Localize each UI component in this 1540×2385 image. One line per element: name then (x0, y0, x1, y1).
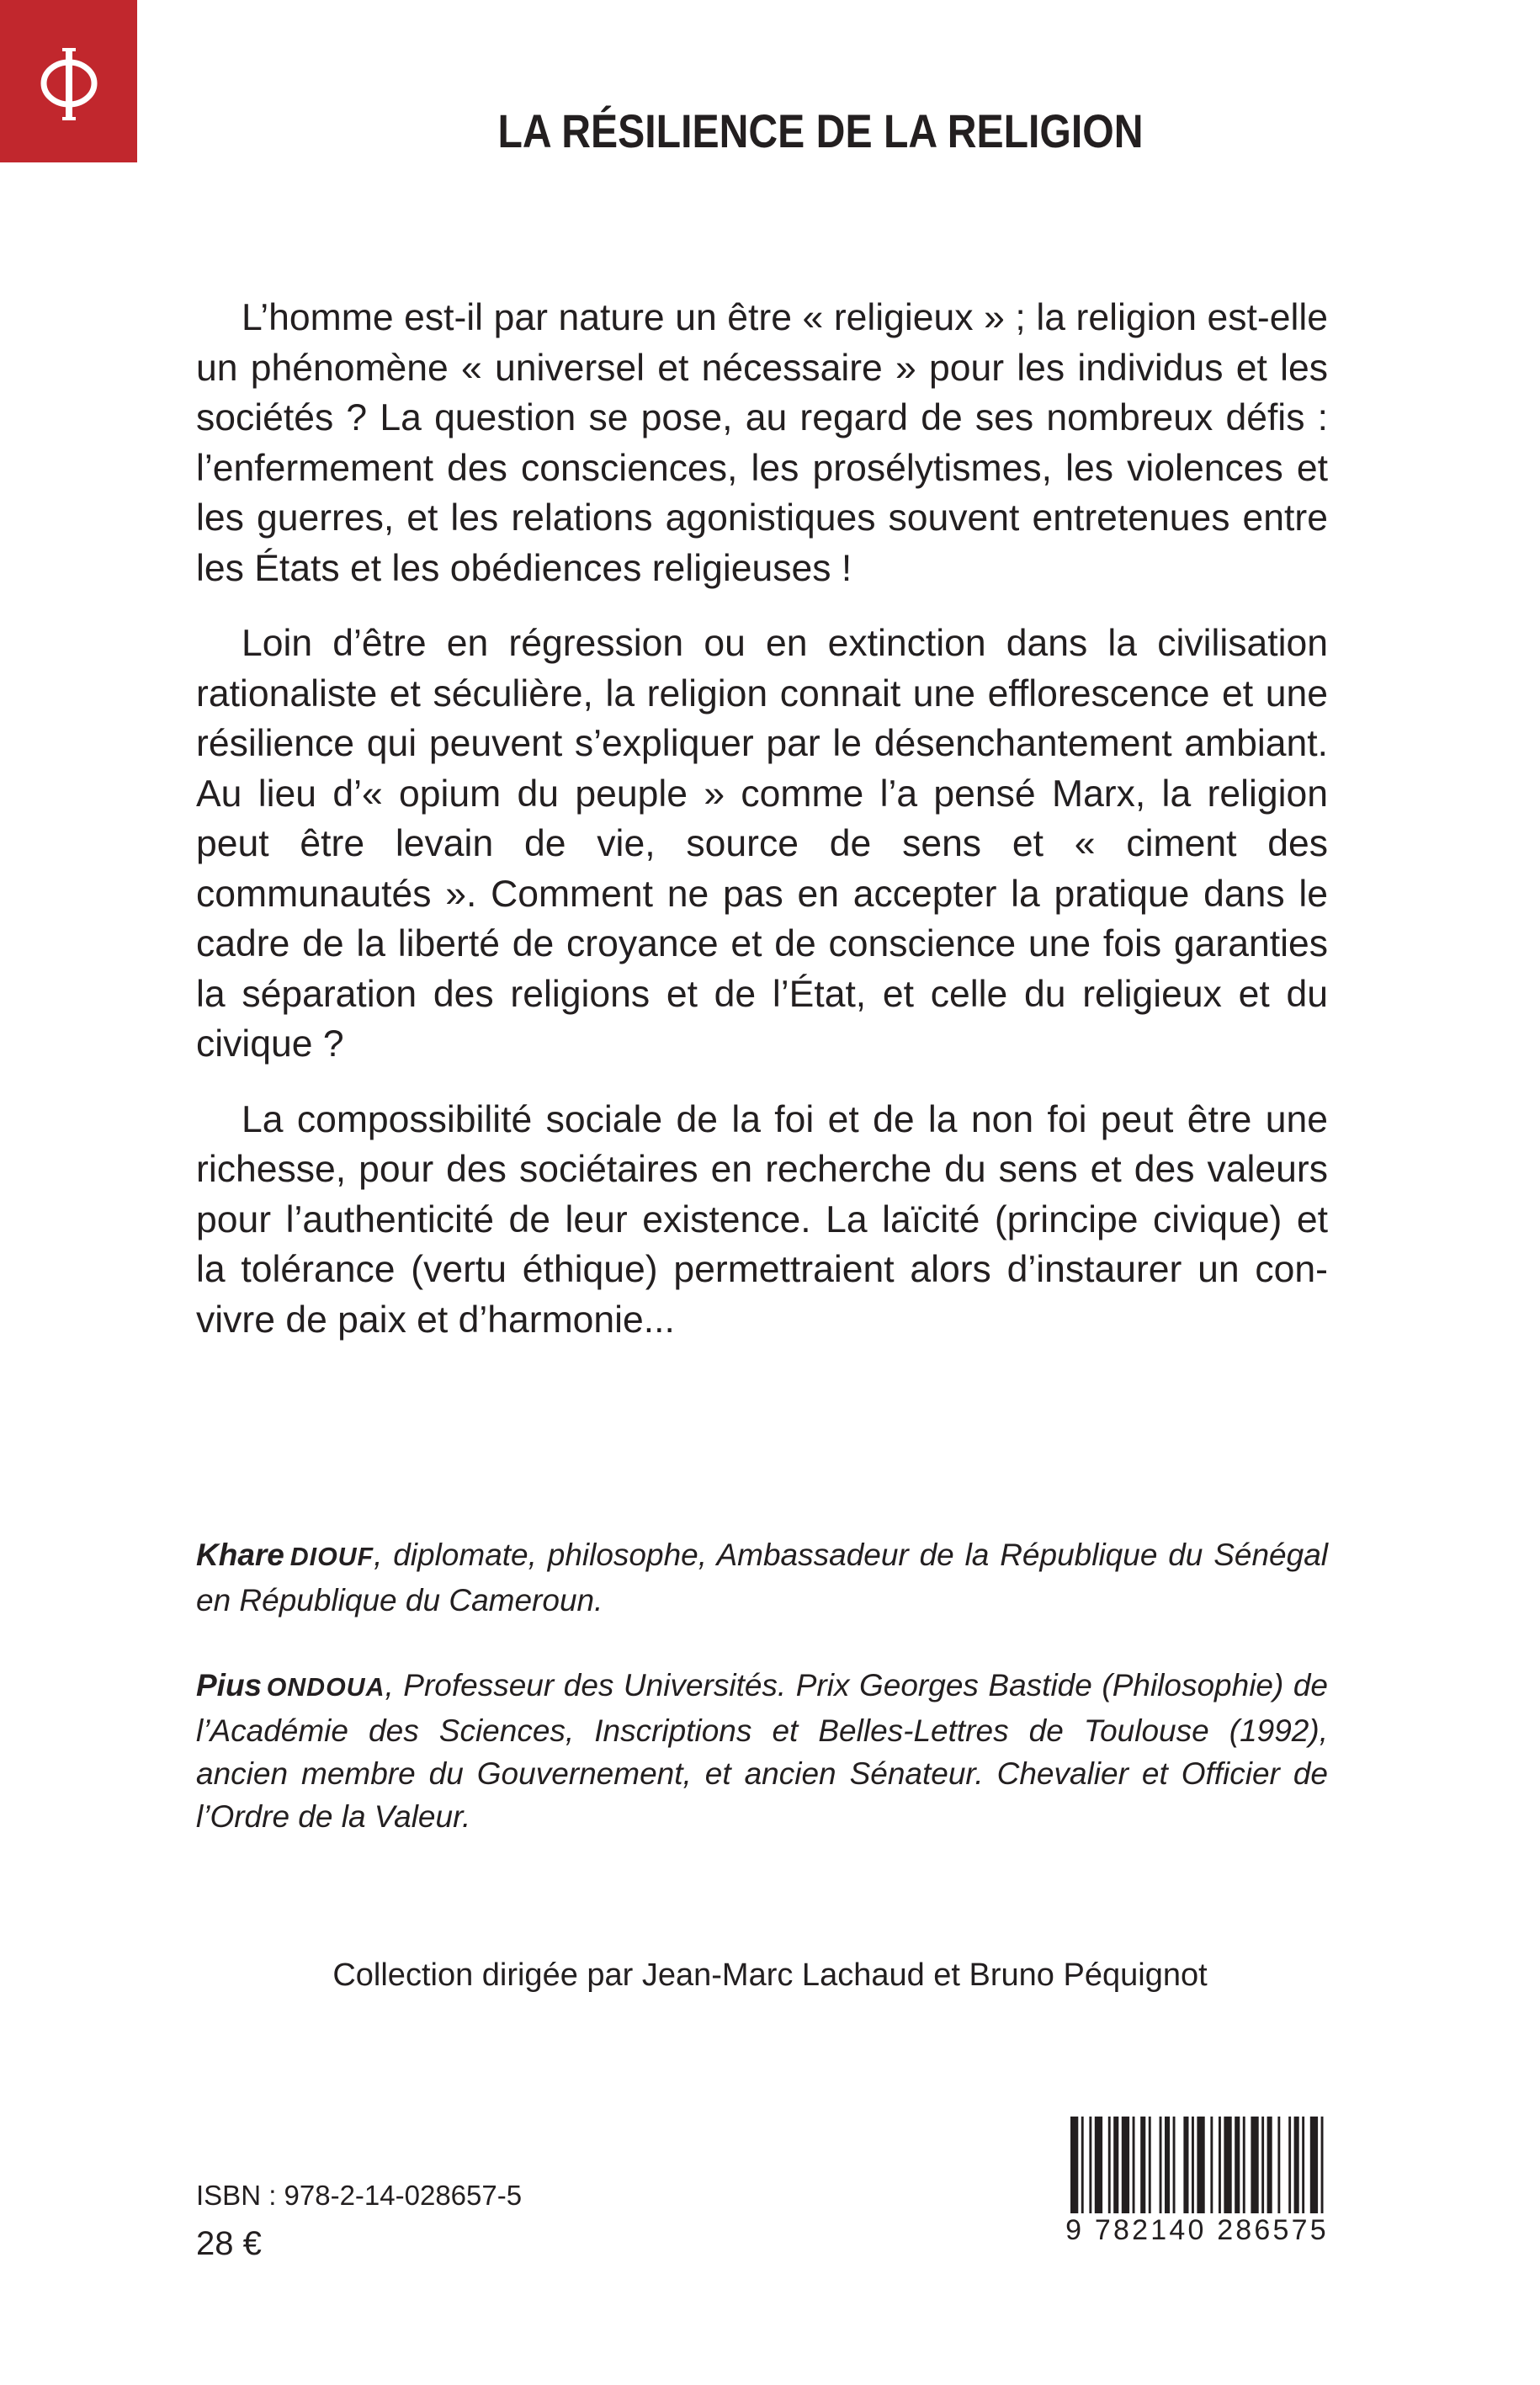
author-bio-2 (196, 1664, 1328, 1838)
barcode-bar (1108, 2117, 1111, 2213)
barcode-bar (1160, 2117, 1162, 2213)
barcode-digits: 9 782140 286575 (1060, 2216, 1334, 2244)
blurb-paragraph-1: L’homme est-il par nature un être « religieux » ; la religion est-elle un phénomène « universel et nécessaire » pour les individus et les sociétés ? La question se pose, au regard de ses nombreux défis : l’enfermement des consciences, les prosélytismes, les violences et les guerres, et les relations agonistiques souvent entretenues entre les États et les obédiences religieuses ! (196, 297, 1328, 589)
collection-credit: Collection dirigée par Jean-Marc Lachaud et Bruno Péquignot (332, 1957, 1208, 1993)
barcode-bar (1251, 2117, 1258, 2213)
isbn: ISBN : 978-2-14-028657-5 (196, 2180, 523, 2211)
barcode-bar (1294, 2117, 1299, 2213)
barcode-bar (1224, 2117, 1231, 2213)
author-bio-1 (196, 1533, 1328, 1622)
barcode-bar (1113, 2117, 1118, 2213)
barcode-bar (1089, 2117, 1091, 2213)
barcode-bar (1243, 2117, 1245, 2213)
barcode-bar (1210, 2117, 1213, 2213)
barcode-bar (1235, 2117, 1240, 2213)
barcode-bar (1149, 2117, 1151, 2213)
barcode-bar (1140, 2117, 1145, 2213)
barcode-bar (1267, 2117, 1272, 2213)
barcode-bar (1173, 2117, 1176, 2213)
author-bio-text: , diplomate, philosophe, Ambassadeur de la République du Sénégal en République du Cameroun. (196, 1538, 1329, 1617)
barcode-bar (1197, 2117, 1204, 2213)
author-last-name: ONDOUA (266, 1674, 385, 1702)
author-last-name: DIOUF (289, 1543, 374, 1571)
blurb-paragraph-3: La compossibilité sociale de la foi et de la non foi peut être une richesse, pour des sociétaires en recherche du sens et des valeurs pour l’authenticité de leur existence. La laïcité (principe civique) et la tolérance (vertu éthique) permettraient alors d’instaurer un con-vivre de paix et d’harmonie... (196, 1098, 1328, 1341)
barcode-bar (1302, 2117, 1304, 2213)
barcode-bar (1277, 2117, 1280, 2213)
barcode-bar (1321, 2117, 1324, 2213)
book-title: LA RÉSILIENCE DE LA RELIGION (497, 104, 1144, 157)
barcode-bar (1192, 2117, 1194, 2213)
author-first-name: Khare (196, 1538, 284, 1572)
barcode-bar (1070, 2117, 1078, 2213)
barcode-bar (1081, 2117, 1084, 2213)
price: 28 € (196, 2225, 262, 2262)
barcode-bar (1288, 2117, 1291, 2213)
author-bios (196, 1533, 1328, 1880)
blurb (196, 293, 1328, 1370)
barcode-bar (1183, 2117, 1188, 2213)
author-bio-text: , Professeur des Universités. Prix Georges Bastide (Philosophie) de l’Académie des Sciences, Inscriptions et Belles-Lettres de Toulouse (1992), ancien membre du Gouvernement, et ancien Sénateur. Chevalier et Officier de l’Ordre de la Valeur. (196, 1668, 1329, 1834)
barcode-bar (1133, 2117, 1135, 2213)
barcode-bar (1165, 2117, 1170, 2213)
barcode-bar (1219, 2117, 1221, 2213)
phi-icon (31, 31, 107, 132)
author-first-name: Pius (196, 1668, 263, 1702)
barcode-bar (1261, 2117, 1264, 2213)
barcode-bar (1095, 2117, 1102, 2213)
barcode-bar (1122, 2117, 1129, 2213)
barcode-bar (1310, 2117, 1318, 2213)
blurb-paragraph-2: Loin d’être en régression ou en extinction dans la civilisation rationaliste et séculière, la religion connait une efflorescence et une résilience qui peuvent s’expliquer par le désenchantement ambiant. Au lieu d’« opium du peuple » comme l’a pensé Marx, la religion peut être levain de vie, source de sens et « ciment des communautés ». Comment ne pas en accepter la pratique dans le cadre de la liberté de croyance et de conscience une fois garanties la séparation des religions et de l’État, et celle du religieux et du civique ? (196, 623, 1328, 1065)
